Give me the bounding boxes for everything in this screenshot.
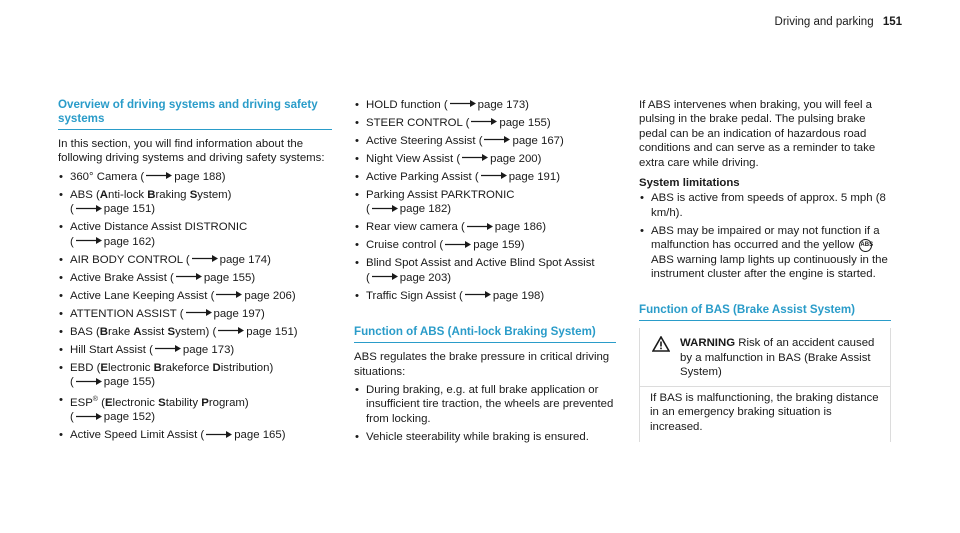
page-reference[interactable]: page 151) bbox=[103, 203, 156, 216]
page-reference[interactable]: page 152) bbox=[103, 411, 156, 424]
list-item: • Parking Assist PARKTRONIC ( page 182) bbox=[354, 188, 616, 217]
page-reference-arrow-icon bbox=[445, 240, 471, 249]
page-reference[interactable]: page 162) bbox=[103, 235, 156, 248]
list-item: • Hill Start Assist ( page 173) bbox=[58, 343, 332, 357]
page-reference-arrow-icon bbox=[76, 412, 102, 421]
warning-label: WARNING bbox=[680, 337, 736, 350]
page-reference[interactable]: page 191) bbox=[508, 171, 560, 183]
list-item: • Night View Assist ( page 200) bbox=[354, 152, 616, 166]
list-item: • ABS (Anti-lock Braking System) ( page 151) bbox=[58, 188, 332, 217]
page-reference-arrow-icon bbox=[471, 117, 497, 126]
page-reference-arrow-icon bbox=[462, 153, 488, 162]
list-item: • AIR BODY CONTROL ( page 174) bbox=[58, 253, 332, 267]
list-item: • ABS is active from speeds of approx. 5 mph (8 km/h). bbox=[639, 191, 891, 220]
list-item: • Active Brake Assist ( page 155) bbox=[58, 271, 332, 285]
list-item: • ESP® (Electronic Stability Program) ( page 152) bbox=[58, 393, 332, 425]
page-reference-arrow-icon bbox=[176, 272, 202, 281]
page-reference-arrow-icon bbox=[186, 308, 212, 317]
overview-title: Overview of driving systems and driving safety systems bbox=[58, 98, 332, 130]
page-reference-arrow-icon bbox=[216, 290, 242, 299]
page-reference[interactable]: page 203) bbox=[399, 271, 452, 284]
column-1 bbox=[58, 98, 332, 446]
page-reference[interactable]: page 173) bbox=[182, 343, 235, 356]
page-reference[interactable]: page 173) bbox=[477, 99, 529, 111]
abs-warning-lamp-icon: ABS bbox=[859, 239, 872, 252]
page-reference-arrow-icon bbox=[76, 236, 102, 245]
abs-pulsing-text: If ABS intervenes when braking, you will feel a pulsing in the brake pedal. The pulsing brake pedal can be an indication of hazardous road conditions and can serve as a reminder to take extra care while driving. bbox=[639, 99, 876, 169]
page-reference[interactable]: page 151) bbox=[246, 325, 298, 338]
list-item: • STEER CONTROL ( page 155) bbox=[354, 116, 616, 130]
page-reference-arrow-icon bbox=[155, 344, 181, 353]
overview-intro: In this section, you will find information about the following driving systems and driving safety systems: bbox=[58, 138, 325, 165]
page-number: 151 bbox=[882, 16, 902, 28]
page-reference-arrow-icon bbox=[484, 135, 510, 144]
list-item: • Active Steering Assist ( page 167) bbox=[354, 134, 616, 148]
page-reference[interactable]: page 182) bbox=[399, 203, 452, 216]
page-reference[interactable]: page 165) bbox=[234, 429, 286, 442]
list-item: • EBD (Electronic Brakeforce Distribution) ( page 155) bbox=[58, 361, 332, 390]
column-3 bbox=[639, 98, 891, 442]
page-reference[interactable]: page 155) bbox=[499, 117, 551, 129]
system-limitations-title: System limitations bbox=[639, 177, 740, 190]
list-item: • HOLD function ( page 173) bbox=[354, 98, 616, 112]
system-limitations-list bbox=[639, 191, 891, 281]
abs-intro: ABS regulates the brake pressure in critical driving situations: bbox=[354, 351, 610, 378]
page-reference[interactable]: page 200) bbox=[490, 153, 542, 165]
page-reference[interactable]: page 167) bbox=[512, 135, 564, 147]
page-reference-arrow-icon bbox=[450, 99, 476, 108]
abs-function-title: Function of ABS (Anti-lock Braking System) bbox=[354, 325, 616, 343]
column-2 bbox=[354, 98, 616, 448]
section-name: Driving and parking bbox=[774, 16, 874, 28]
warning-heading-text: Risk of an accident caused by a malfunction in BAS (Brake Assist System) bbox=[680, 337, 875, 379]
page-reference-arrow-icon bbox=[372, 272, 398, 281]
page-reference[interactable]: page 174) bbox=[219, 253, 271, 266]
page-reference-arrow-icon bbox=[206, 430, 232, 439]
page-reference-arrow-icon bbox=[218, 326, 244, 335]
list-item: • Rear view camera ( page 186) bbox=[354, 220, 616, 234]
page-reference-arrow-icon bbox=[76, 377, 102, 386]
list-item: • Active Distance Assist DISTRONIC ( page 162) bbox=[58, 220, 332, 249]
page-reference[interactable]: page 155) bbox=[203, 271, 256, 284]
page-reference[interactable]: page 186) bbox=[494, 221, 547, 234]
page-reference[interactable]: page 198) bbox=[492, 289, 545, 302]
list-item: • Blind Spot Assist and Active Blind Spot Assist ( page 203) bbox=[354, 256, 616, 285]
driving-systems-list-cont bbox=[354, 98, 616, 303]
page-header bbox=[775, 16, 902, 28]
warning-body: If BAS is malfunctioning, the braking distance in an emergency braking situation is increased. bbox=[650, 391, 879, 433]
list-item: • 360° Camera ( page 188) bbox=[58, 170, 332, 184]
warning-box bbox=[639, 328, 891, 441]
list-item: • Vehicle steerability while braking is ensured. bbox=[354, 430, 616, 444]
warning-triangle-icon bbox=[652, 336, 670, 352]
page-reference[interactable]: page 155) bbox=[103, 376, 156, 389]
list-item: • BAS (Brake Assist System) ( page 151) bbox=[58, 325, 332, 339]
list-item: • Traffic Sign Assist ( page 198) bbox=[354, 289, 616, 303]
list-item: • Cruise control ( page 159) bbox=[354, 238, 616, 252]
page-reference-arrow-icon bbox=[467, 222, 493, 231]
bas-function-title: Function of BAS (Brake Assist System) bbox=[639, 303, 891, 321]
warning-heading bbox=[650, 336, 880, 379]
page-reference-arrow-icon bbox=[465, 290, 491, 299]
list-item: • ABS may be impaired or may not function if a malfunction has occurred and the yellow ABS ABS warning lamp lights up continuously in the instrument cluster after the engine is started. bbox=[639, 224, 891, 282]
divider bbox=[640, 386, 890, 387]
list-item: • Active Speed Limit Assist ( page 165) bbox=[58, 428, 332, 442]
page-reference-arrow-icon bbox=[76, 204, 102, 213]
page-reference[interactable]: page 197) bbox=[213, 307, 265, 320]
abs-situations-list bbox=[354, 383, 616, 444]
list-item: • Active Lane Keeping Assist ( page 206) bbox=[58, 289, 332, 303]
list-item: • During braking, e.g. at full brake application or insufficient tire traction, the wheels are prevented from locking. bbox=[354, 383, 616, 426]
list-item: • Active Parking Assist ( page 191) bbox=[354, 170, 616, 184]
page-reference[interactable]: page 206) bbox=[244, 289, 296, 302]
page-reference[interactable]: page 188) bbox=[174, 170, 226, 183]
page-reference-arrow-icon bbox=[146, 171, 172, 180]
driving-systems-list bbox=[58, 170, 332, 443]
page-reference[interactable]: page 159) bbox=[473, 239, 525, 252]
page-reference-arrow-icon bbox=[481, 171, 507, 180]
page-reference-arrow-icon bbox=[192, 254, 218, 263]
list-item: • ATTENTION ASSIST ( page 197) bbox=[58, 307, 332, 321]
page-reference-arrow-icon bbox=[372, 204, 398, 213]
